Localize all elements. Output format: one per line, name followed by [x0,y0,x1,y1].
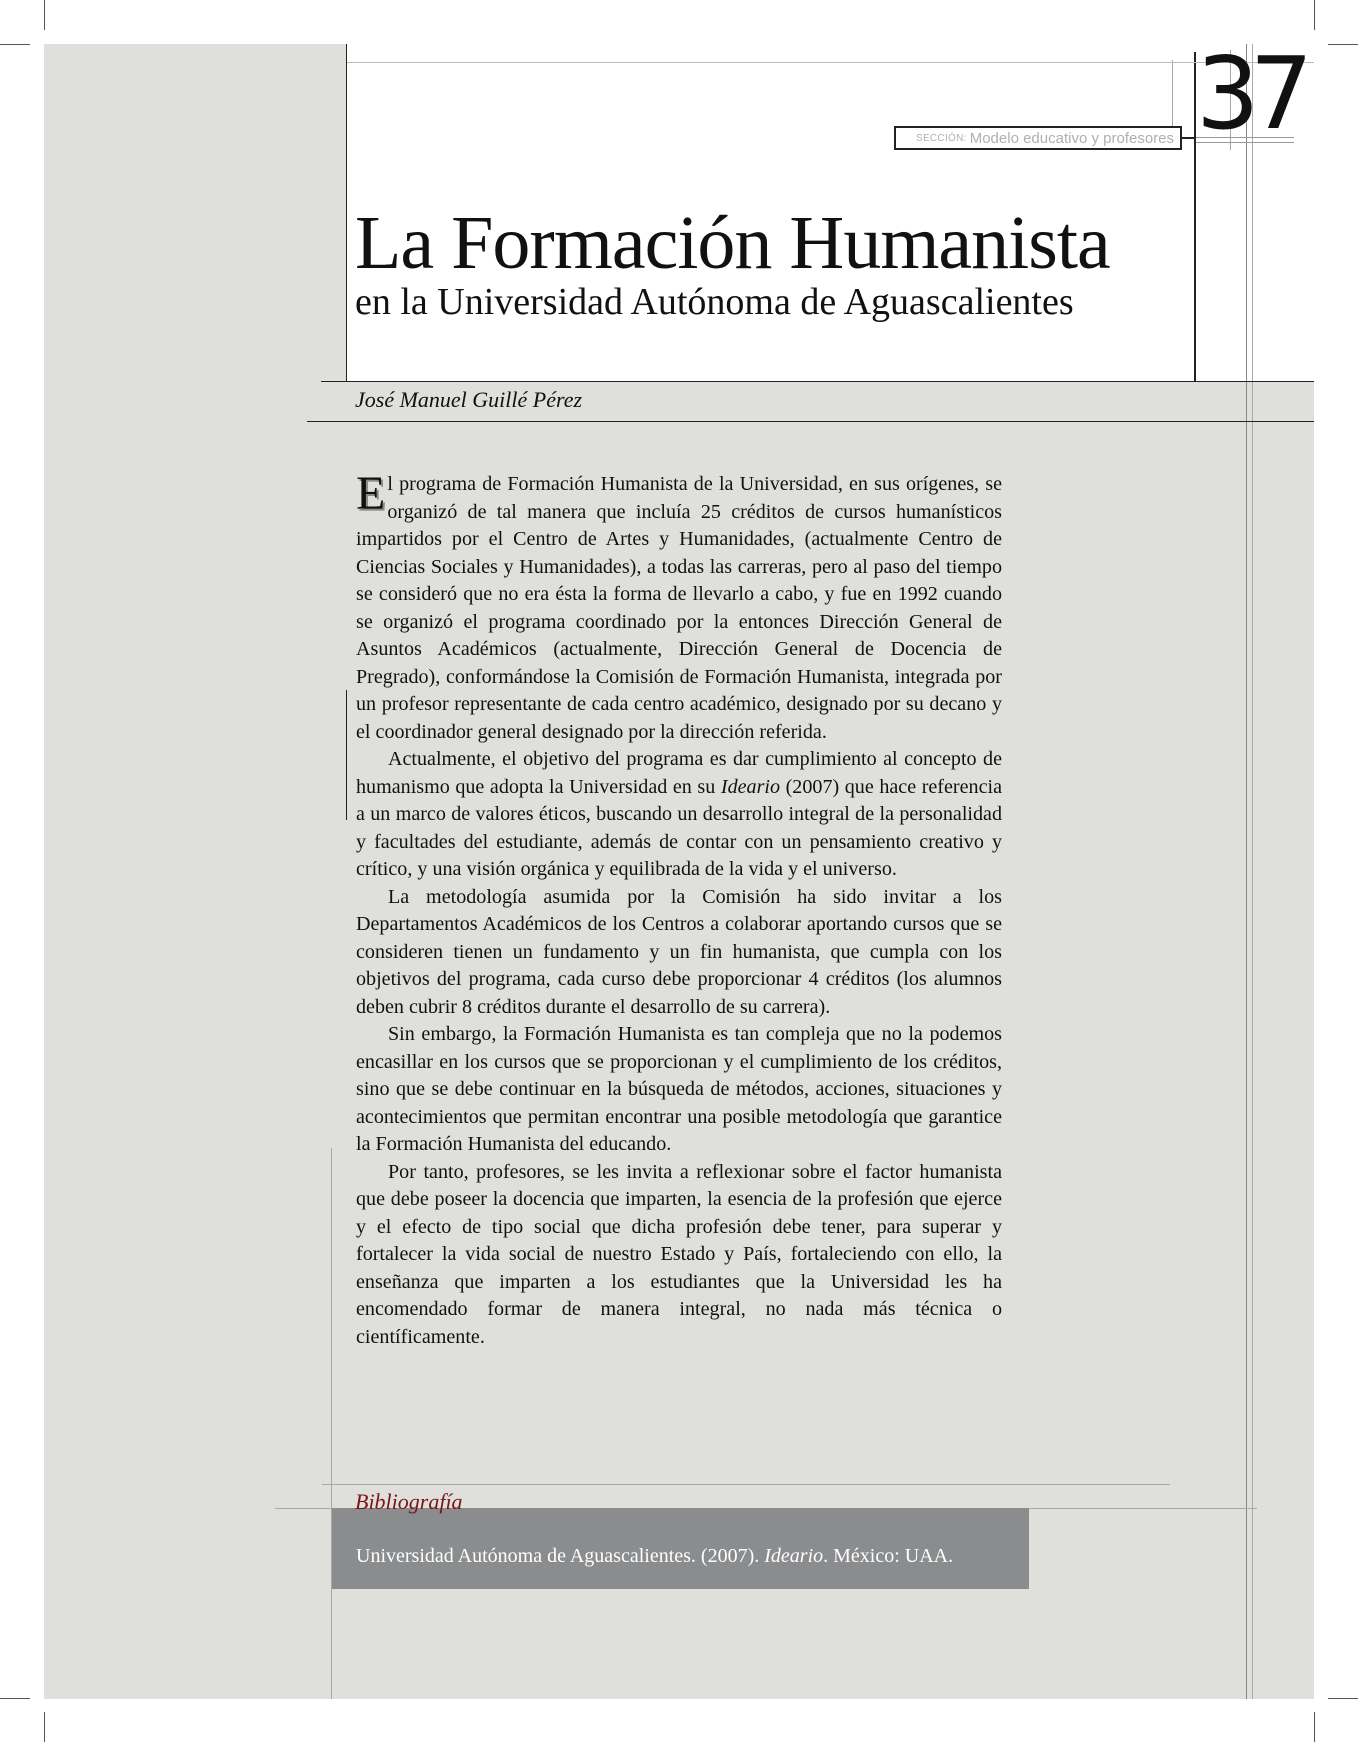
grid-line [346,690,347,820]
article-author: José Manuel Guillé Pérez [355,387,583,412]
crop-mark [1328,1698,1358,1699]
paragraph [356,467,1002,746]
section-prefix: SECCIÓN: [915,132,967,144]
paragraph [356,746,1002,884]
entry-text: . México: UAA. [823,1545,954,1567]
grid-line [322,1484,1170,1485]
crop-mark [1314,1712,1315,1742]
ideario-reference: Ideario [720,775,781,798]
paragraph [356,1159,1002,1352]
article-body [356,467,1002,1351]
crop-mark [44,1712,45,1742]
crop-mark [0,44,30,45]
bibliography-heading: Bibliografía [355,1489,463,1514]
paragraph-text: Actualmente, el objetivo del programa es dar cumplimiento al concepto de humanismo que adopta la Universidad en su [356,748,1002,798]
entry-italic: Ideario [764,1545,824,1567]
section-name: Modelo educativo y profesores [969,129,1174,147]
paragraph-text: Sin embargo, la Formación Humanista es tan compleja que no la podemos encasillar en los cursos que se proporcionan y el cumplimiento de los créditos, sino que se debe continuar en la búsqueda de métodos, acciones, situaciones y acontecimientos que permitan encontrar una posible metodología que garantice la Formación Humanista del educando. [356,1023,1002,1155]
crop-mark [1328,44,1358,45]
article-title: La Formación Humanista [355,201,1110,285]
grid-line [1246,44,1247,1699]
paragraph [356,884,1002,1022]
crop-mark [44,0,45,30]
grid-line [346,44,347,382]
grid-line [321,381,1314,382]
paragraph-text: (2007) que hace referencia a un marco de valores éticos, buscando un desarrollo integral de la personalidad y facultades del estudiante, además de contar con un pensamiento creativo y crítico, y una visión orgánica y equilibrada de la vida y el universo. [356,775,1002,880]
crop-mark [0,1698,30,1699]
page-number: 37 [1196,35,1304,152]
grid-line [1180,137,1194,139]
grid-line [331,1148,332,1699]
grid-line [1252,44,1253,1699]
paragraph-text: Por tanto, profesores, se les invita a reflexionar sobre el factor humanista que debe poseer la docencia que imparten, la esencia de la profesión que ejerce y el efecto de tipo social que dicha profesión debe tener, para superar y fortalecer la vida social de nuestro Estado y País, fortaleciendo con ello, la enseñanza que imparten a los estudiantes que la Universidad les ha encomendado formar de manera integral, no nada más técnica o científicamente. [356,1160,1002,1348]
article-subtitle: en la Universidad Autónoma de Aguascalientes [355,281,1074,323]
grid-line [307,421,1314,422]
crop-mark [1314,0,1315,30]
entry-text: Universidad Autónoma de Aguascalientes. (2007). [356,1545,760,1567]
paragraph [356,1021,1002,1159]
grid-line [347,62,1314,63]
drop-cap: E [356,467,386,520]
section-label [894,126,1182,150]
paragraph-text: l programa de Formación Humanista de la Universidad, en sus orígenes, se organizó de tal manera que incluía 25 créditos de cursos humanísticos impartidos por el Centro de Artes y Humanidades, (actualmente Centro de Ciencias Sociales y Humanidades), a todas las carreras, pero al paso del tiempo se consideró que no era ésta la forma de llevarlo a cabo, y fue en 1992 cuando se organizó el programa coordinado por la entonces Dirección General de Asuntos Académicos (actualmente, Dirección General de Docencia de Pregrado), conformándose la Comisión de Formación Humanista, integrada por un profesor representante de cada centro académico, designado por su decano y el coordinador general designado por la dirección referida. [356,473,1002,743]
paragraph-text: La metodología asumida por la Comisión ha sido invitar a los Departamentos Académicos de los Centros a colaborar aportando cursos que se consideren tienen un fundamento y un fin humanista, que cumpla con los objetivos del programa, cada curso debe proporcionar 4 créditos (los alumnos deben cubrir 8 créditos durante el desarrollo de su carrera). [356,885,1002,1018]
bibliography-entry [356,1545,953,1568]
